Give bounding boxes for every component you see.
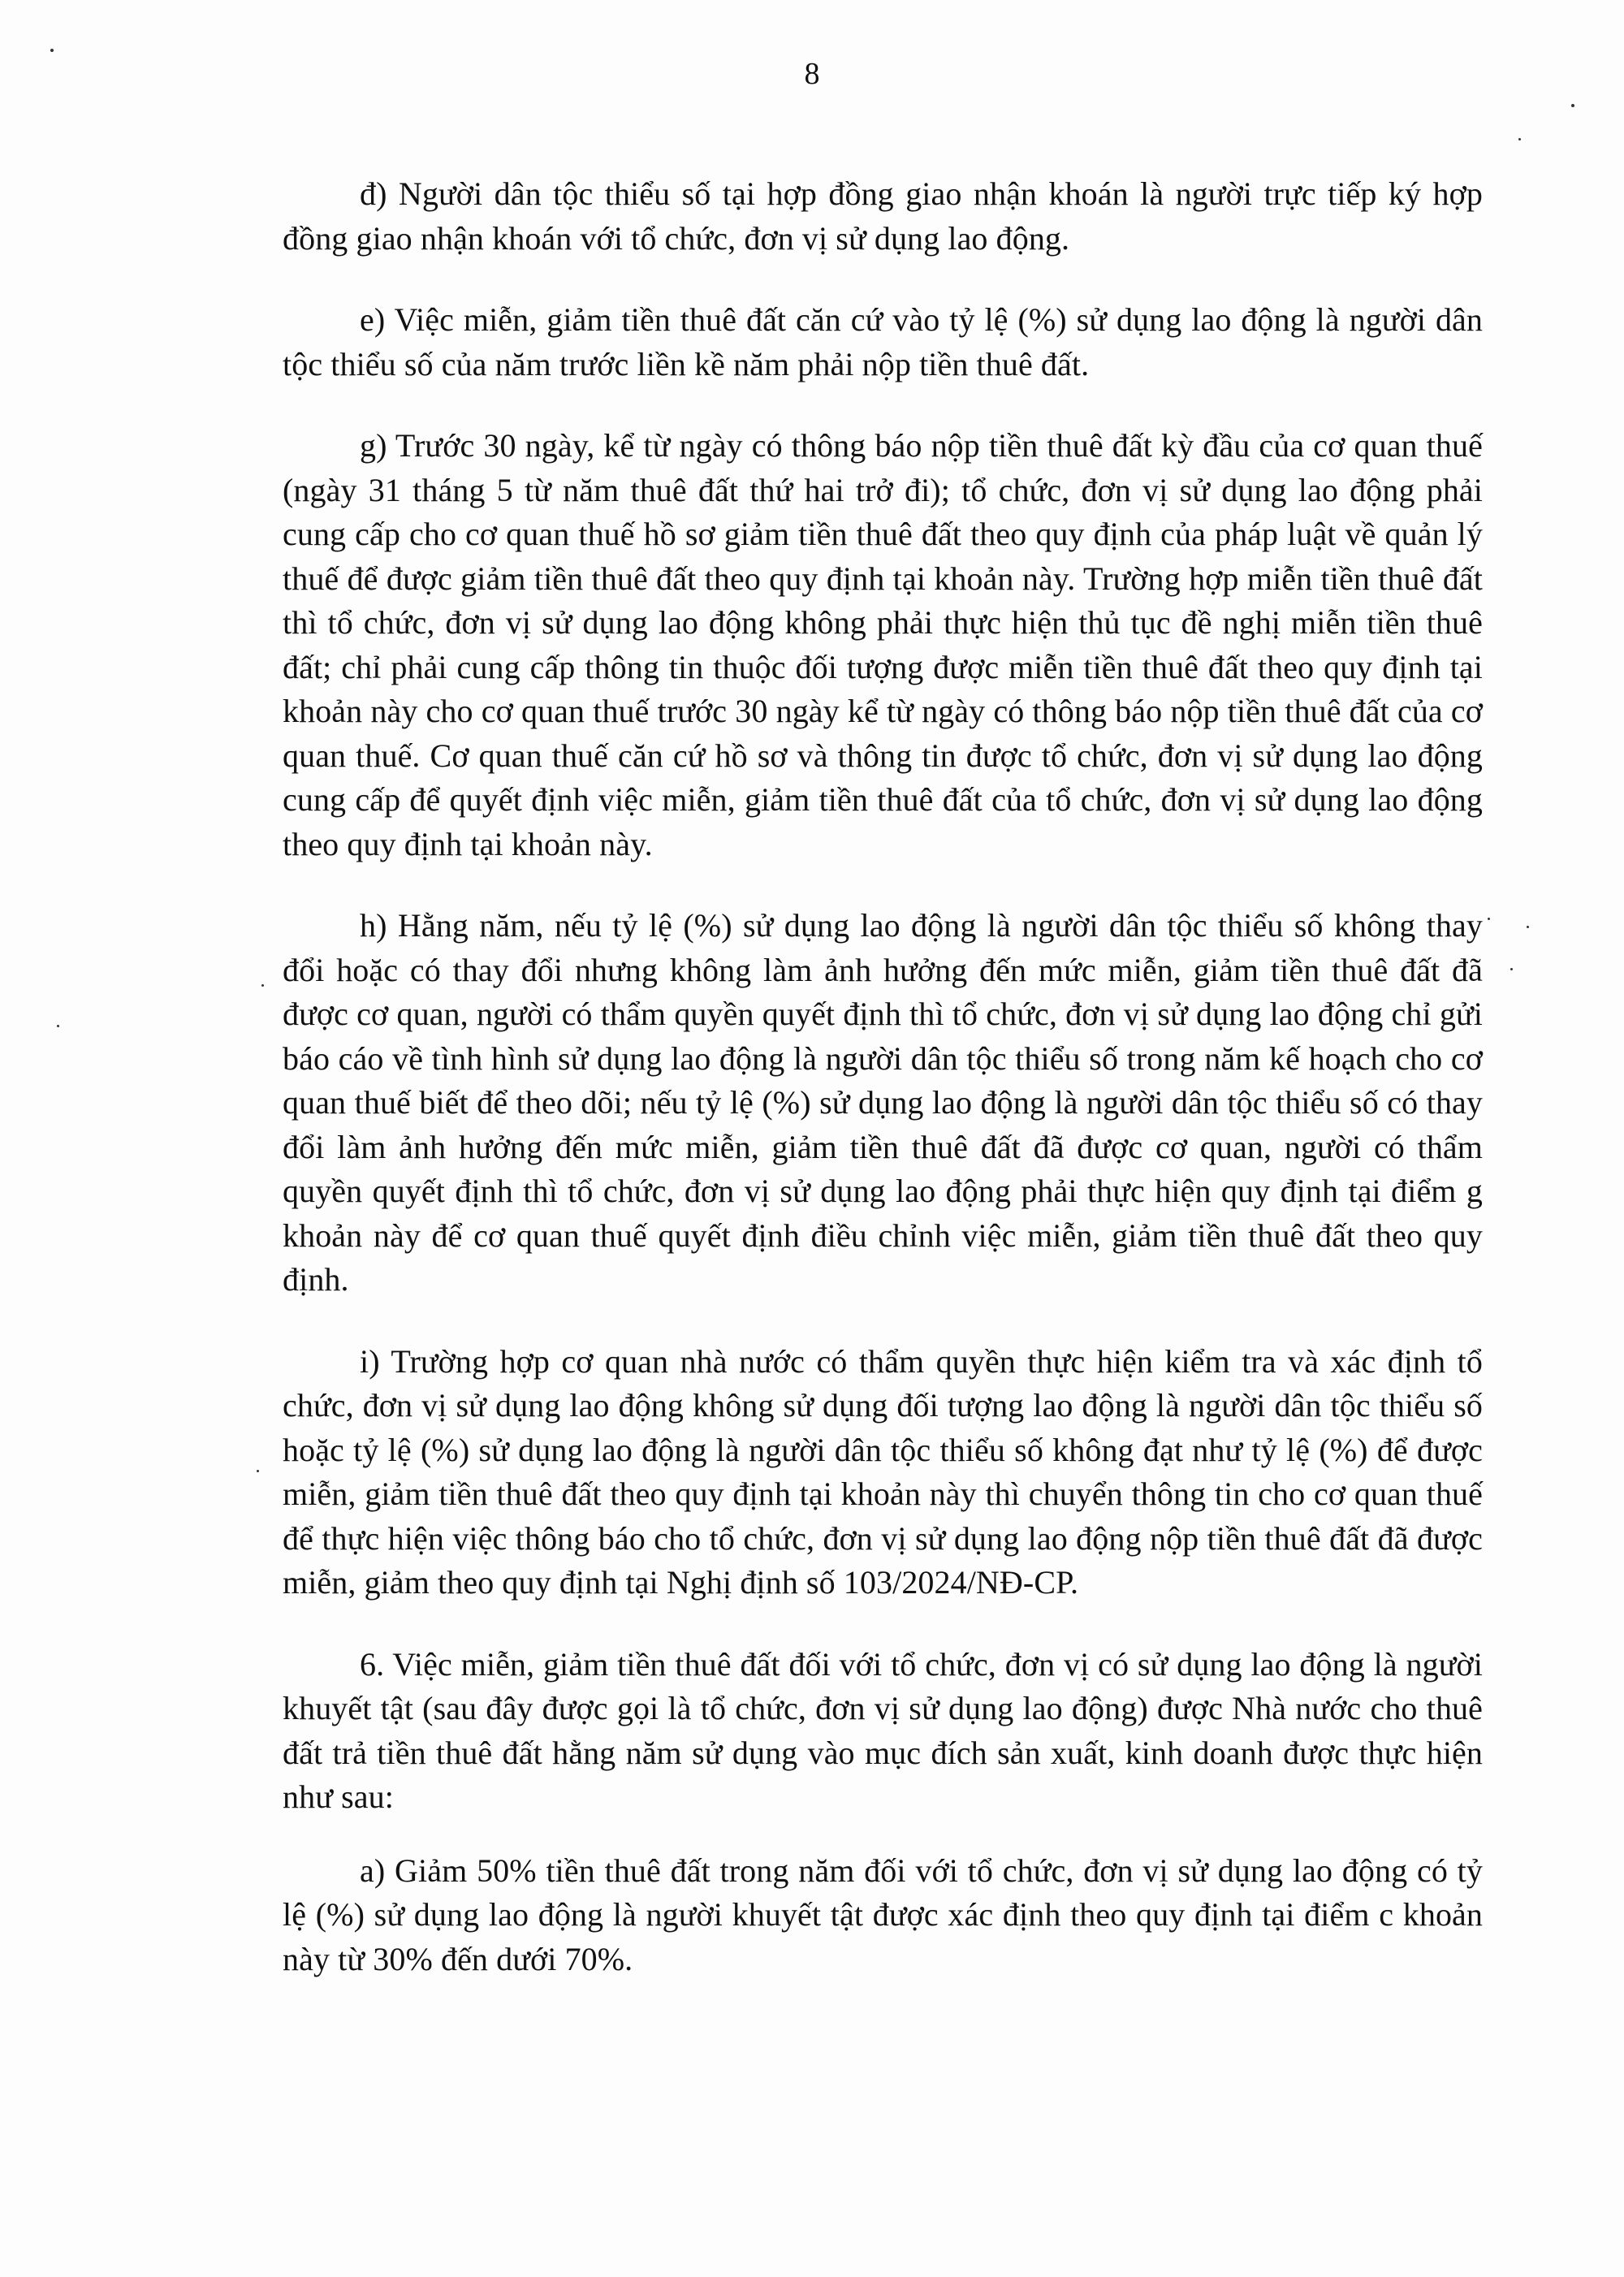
paragraph-d: đ) Người dân tộc thiểu số tại hợp đồng giao nhận khoán là người trực tiếp ký hợp đồng giao nhận khoán với tổ chức, đơn vị sử dụng lao động. (283, 175, 1483, 257)
paragraph-6a: a) Giảm 50% tiền thuê đất trong năm đối với tổ chức, đơn vị sử dụng lao động có tỷ lệ (%) sử dụng lao động là người khuyết tật được xác định theo quy định tại điểm c khoản này từ 30% đến dưới 70%. (283, 1851, 1483, 1977)
document-body (283, 172, 1483, 2019)
scan-speck (257, 1470, 259, 1472)
scan-speck (50, 49, 54, 52)
scan-speck (1571, 104, 1574, 107)
paragraph-i: i) Trường hợp cơ quan nhà nước có thẩm quyền thực hiện kiểm tra và xác định tổ chức, đơn vị sử dụng lao động không sử dụng đối tượng lao động là người dân tộc thiểu số hoặc tỷ lệ (%) sử dụng lao động là người dân tộc thiểu số không đạt như tỷ lệ (%) để được miễn, giảm tiền thuê đất theo quy định tại khoản này thì chuyển thông tin cho cơ quan thuế để thực hiện việc thông báo cho tổ chức, đơn vị sử dụng lao động nộp tiền thuê đất đã được miễn, giảm theo quy định tại Nghị định số 103/2024/NĐ-CP. (283, 1342, 1483, 1601)
paragraph-g: g) Trước 30 ngày, kể từ ngày có thông báo nộp tiền thuê đất kỳ đầu của cơ quan thuế (ngày 31 tháng 5 từ năm thuê đất thứ hai trở đi); tổ chức, đơn vị sử dụng lao động phải cung cấp cho cơ quan thuế hồ sơ giảm tiền thuê đất theo quy định của pháp luật về quản lý thuế để được giảm tiền thuê đất theo quy định tại khoản này. Trường hợp miễn tiền thuê đất thì tổ chức, đơn vị sử dụng lao động không phải thực hiện thủ tục đề nghị miễn tiền thuê đất; chỉ phải cung cấp thông tin thuộc đối tượng được miễn tiền thuê đất theo quy định tại khoản này cho cơ quan thuế trước 30 ngày kể từ ngày có thông báo nộp tiền thuê đất của cơ quan thuế. Cơ quan thuế căn cứ hồ sơ và thông tin được tổ chức, đơn vị sử dụng lao động cung cấp để quyết định việc miễn, giảm tiền thuê đất của tổ chức, đơn vị sử dụng lao động theo quy định tại khoản này. (283, 427, 1483, 862)
scan-speck (1510, 968, 1513, 970)
scan-speck (1527, 926, 1529, 928)
paragraph-h: h) Hằng năm, nếu tỷ lệ (%) sử dụng lao động là người dân tộc thiểu số không thay đổi hoặc có thay đổi nhưng không làm ảnh hưởng đến mức miễn, giảm tiền thuê đất đã được cơ quan, người có thẩm quyền quyết định thì tổ chức, đơn vị sử dụng lao động chỉ gửi báo cáo về tình hình sử dụng lao động là người dân tộc thiểu số trong năm kế hoạch cho cơ quan thuế biết để theo dõi; nếu tỷ lệ (%) sử dụng lao động là người dân tộc thiểu số có thay đổi làm ảnh hưởng đến mức miễn, giảm tiền thuê đất đã được cơ quan, người có thẩm quyền quyết định thì tổ chức, đơn vị sử dụng lao động phải thực hiện quy định tại điểm g khoản này để cơ quan thuế quyết định điều chỉnh việc miễn, giảm tiền thuê đất theo quy định. (283, 907, 1483, 1298)
scan-speck (261, 984, 264, 987)
scan-speck (57, 1025, 59, 1027)
scan-speck (1518, 138, 1521, 140)
paragraph-e: e) Việc miễn, giảm tiền thuê đất căn cứ vào tỷ lệ (%) sử dụng lao động là người dân tộc thiểu số của năm trước liền kề năm phải nộp tiền thuê đất. (283, 301, 1483, 382)
page-number: 8 (804, 57, 820, 91)
paragraph-6: 6. Việc miễn, giảm tiền thuê đất đối với tổ chức, đơn vị có sử dụng lao động là người khuyết tật (sau đây được gọi là tổ chức, đơn vị sử dụng lao động) được Nhà nước cho thuê đất trả tiền thuê đất hằng năm sử dụng vào mục đích sản xuất, kinh doanh được thực hiện như sau: (283, 1645, 1483, 1815)
scan-speck (1488, 918, 1490, 920)
